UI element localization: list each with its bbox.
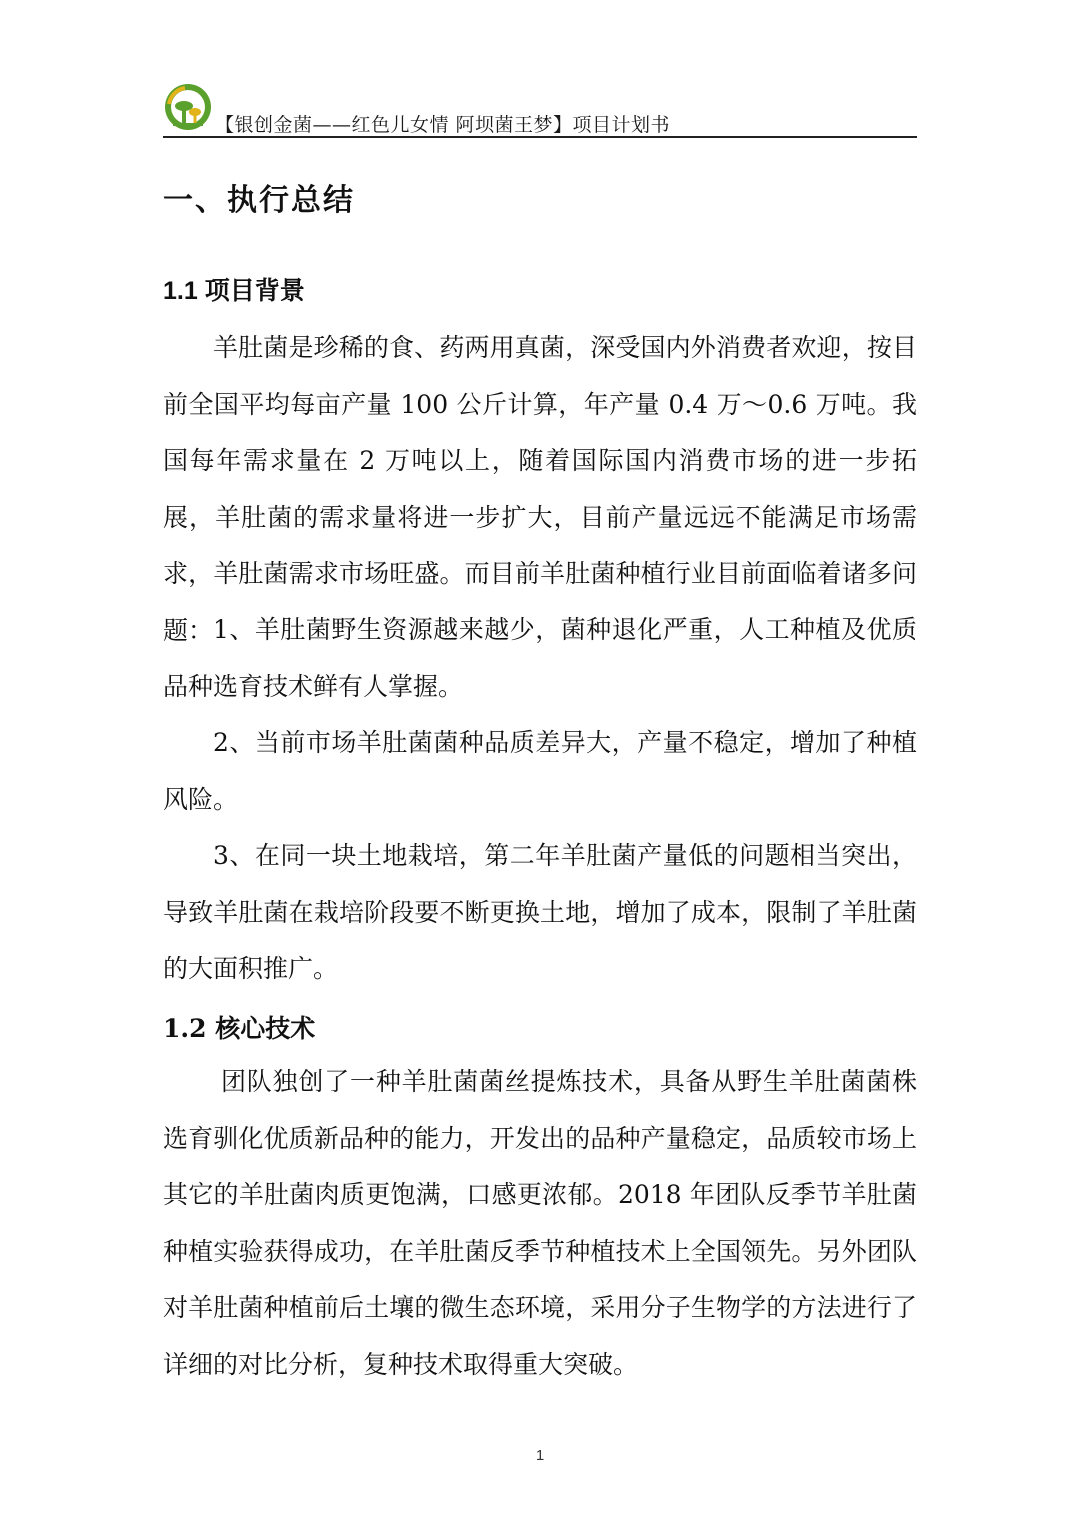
section-title: 一、执行总结: [163, 183, 355, 218]
paragraph-problem-1: 1、羊肚菌野生资源越来越少，菌种退化严重，人工种植及优质品种选育技术鲜有人掌握。: [163, 615, 917, 701]
mushroom-logo-icon: [163, 82, 213, 132]
page-number: 1: [535, 1447, 545, 1464]
page-header: [163, 80, 917, 138]
paragraph-background-intro: 羊肚菌是珍稀的食、药两用真菌，深受国内外消费者欢迎，按目前全国平均每亩产量 100 公斤计算，年产量 0.4 万～0.6 万吨。我国每年需求量在 2 万吨以上，随着国际国内消费市场的进一步拓展，羊肚菌的需求量将进一步扩大，目前产量远远不能满足市场需求，羊肚菌需求市场旺盛。而目前羊肚菌种植行业目前面临着诸多问题：: [163, 333, 917, 645]
subsection-title-core-tech: 1.2 核心技术: [163, 1014, 316, 1043]
subsection-title-background: 1.1 项目背景: [163, 277, 305, 305]
header-title: 【银创金菌——红色儿女情 阿坝菌王梦】项目计划书: [215, 114, 671, 136]
paragraph-core-tech: 团队独创了一种羊肚菌菌丝提炼技术，具备从野生羊肚菌菌株选育驯化优质新品种的能力，开发出的品种产量稳定，品质较市场上其它的羊肚菌肉质更饱满，口感更浓郁。2018 年团队反季节羊肚菌种植实验获得成功，在羊肚菌反季节种植技术上全国领先。另外团队对羊肚菌种植前后土壤的微生态环境，采用分子生物学的方法进行了详细的对比分析，复种技术取得重大突破。: [163, 1067, 917, 1379]
paragraph-problem-2: 2、当前市场羊肚菌菌种品质差异大，产量不稳定，增加了种植风险。: [163, 728, 917, 814]
header-divider: [163, 136, 917, 138]
paragraph-problem-3: 3、在同一块土地栽培，第二年羊肚菌产量低的问题相当突出，导致羊肚菌在栽培阶段要不断更换土地，增加了成本，限制了羊肚菌的大面积推广。: [163, 841, 917, 983]
